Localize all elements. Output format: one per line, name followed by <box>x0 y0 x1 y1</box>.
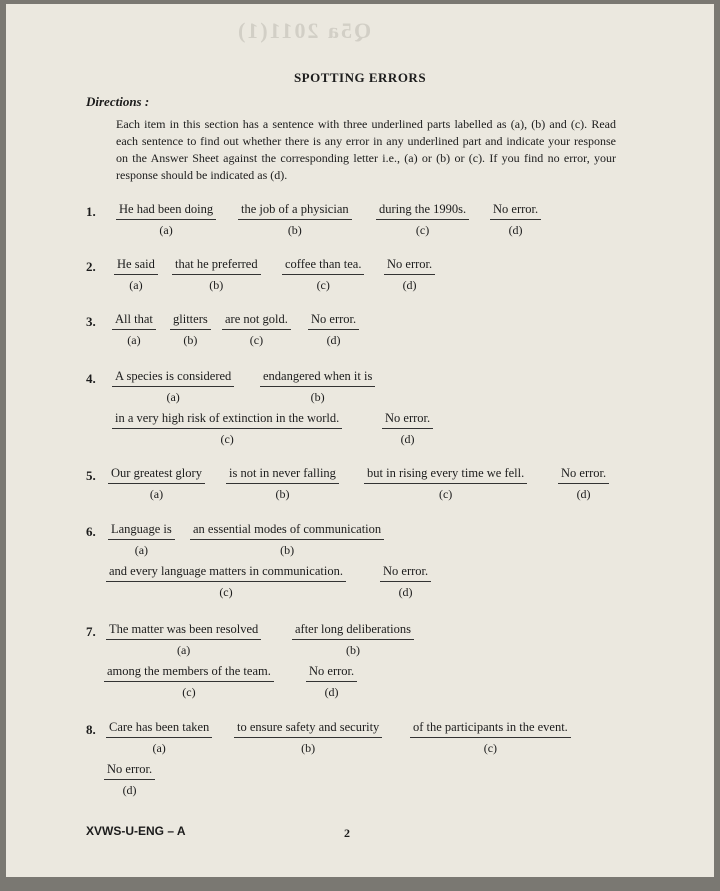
underlined-part <box>238 202 352 237</box>
underlined-part <box>104 762 155 797</box>
part-text: after long deliberations <box>292 622 414 640</box>
part-text: among the members of the team. <box>104 664 274 682</box>
question-item <box>86 312 686 354</box>
question-line <box>86 312 686 354</box>
underlined-part <box>376 202 469 237</box>
underlined-part <box>112 312 156 347</box>
part-text: All that <box>112 312 156 330</box>
part-text: The matter was been resolved <box>106 622 261 640</box>
underlined-part <box>114 257 158 292</box>
part-label: (c) <box>249 333 264 347</box>
underlined-part <box>106 564 346 599</box>
part-text: an essential modes of communication <box>190 522 384 540</box>
part-label: (d) <box>324 685 339 699</box>
part-label: (c) <box>438 487 453 501</box>
part-label: (b) <box>209 278 224 292</box>
part-label: (c) <box>316 278 330 292</box>
directions-label: Directions : <box>86 94 150 109</box>
part-text: is not in never falling <box>226 466 339 484</box>
question-line <box>86 257 686 299</box>
question-number: 1. <box>86 204 96 219</box>
underlined-part <box>234 720 382 755</box>
part-label: (a) <box>152 741 166 755</box>
part-label: (b) <box>287 223 302 237</box>
underlined-part <box>106 622 261 657</box>
underlined-part <box>292 622 414 657</box>
part-label: (b) <box>301 741 316 755</box>
question-line <box>86 664 686 706</box>
underlined-part <box>260 369 375 404</box>
question-line <box>86 369 686 411</box>
part-text: coffee than tea. <box>282 257 364 275</box>
underlined-part <box>106 720 212 755</box>
part-text: and every language matters in communication. <box>106 564 346 582</box>
part-label: (b) <box>345 643 360 657</box>
part-text: Language is <box>108 522 175 540</box>
underlined-part <box>308 312 359 347</box>
part-text: but in rising every time we fell. <box>364 466 527 484</box>
underlined-part <box>384 257 435 292</box>
question-number: 5. <box>86 468 96 483</box>
question-line <box>86 720 686 762</box>
bleed-through-text: Q5a 2011(1) <box>236 18 372 43</box>
part-text: endangered when it is <box>260 369 375 387</box>
page-number: 2 <box>344 826 350 840</box>
question-line <box>86 411 686 453</box>
underlined-part <box>190 522 384 557</box>
question-number: 8. <box>86 722 96 737</box>
part-text: He had been doing <box>116 202 216 220</box>
part-label: (c) <box>220 432 234 446</box>
part-label: (a) <box>149 487 164 501</box>
underlined-part <box>382 411 433 446</box>
underlined-part <box>282 257 364 292</box>
part-label: (c) <box>219 585 233 599</box>
part-text: No error. <box>380 564 431 582</box>
part-label: (d) <box>122 783 137 797</box>
question-item <box>86 720 686 804</box>
part-text: No error. <box>104 762 155 780</box>
part-label: (d) <box>402 278 417 292</box>
part-text: No error. <box>308 312 359 330</box>
part-label: (a) <box>127 333 141 347</box>
part-text: No error. <box>558 466 609 484</box>
question-item <box>86 257 686 299</box>
underlined-part <box>380 564 431 599</box>
part-label: (b) <box>280 543 295 557</box>
underlined-part <box>116 202 216 237</box>
part-text: No error. <box>306 664 357 682</box>
part-text: in a very high risk of extinction in the world. <box>112 411 342 429</box>
part-label: (c) <box>182 685 196 699</box>
section-title: SPOTTING ERRORS <box>293 70 427 85</box>
underlined-part <box>112 411 342 446</box>
part-text: Care has been taken <box>106 720 212 738</box>
exam-page <box>6 4 714 877</box>
part-text: No error. <box>490 202 541 220</box>
part-text: are not gold. <box>222 312 291 330</box>
underlined-part <box>108 522 175 557</box>
underlined-part <box>364 466 527 501</box>
question-line <box>86 762 686 804</box>
underlined-part <box>108 466 205 501</box>
underlined-part <box>172 257 261 292</box>
underlined-part <box>410 720 571 755</box>
question-item <box>86 622 686 706</box>
part-text: of the participants in the event. <box>410 720 571 738</box>
question-line <box>86 466 686 508</box>
question-number: 6. <box>86 524 96 539</box>
question-number: 7. <box>86 624 96 639</box>
question-item <box>86 522 686 606</box>
underlined-part <box>112 369 234 404</box>
underlined-part <box>558 466 609 501</box>
part-label: (a) <box>129 278 143 292</box>
part-label: (d) <box>326 333 341 347</box>
part-label: (b) <box>275 487 290 501</box>
paper-code: XVWS-U-ENG – A <box>86 824 186 838</box>
part-text: No error. <box>384 257 435 275</box>
part-label: (c) <box>483 741 498 755</box>
part-label: (c) <box>415 223 430 237</box>
underlined-part <box>170 312 211 347</box>
part-label: (d) <box>400 432 415 446</box>
question-number: 3. <box>86 314 96 329</box>
part-text: to ensure safety and security <box>234 720 382 738</box>
question-item <box>86 202 686 244</box>
question-line <box>86 564 686 606</box>
part-text: No error. <box>382 411 433 429</box>
part-text: glitters <box>170 312 211 330</box>
part-label: (a) <box>159 223 173 237</box>
part-text: He said <box>114 257 158 275</box>
part-text: the job of a physician <box>238 202 352 220</box>
part-text: Our greatest glory <box>108 466 205 484</box>
part-label: (d) <box>398 585 413 599</box>
underlined-part <box>226 466 339 501</box>
question-line <box>86 202 686 244</box>
question-number: 4. <box>86 371 96 386</box>
part-text: that he preferred <box>172 257 261 275</box>
question-number: 2. <box>86 259 96 274</box>
part-label: (a) <box>176 643 191 657</box>
part-label: (d) <box>576 487 591 501</box>
underlined-part <box>222 312 291 347</box>
question-line <box>86 622 686 664</box>
underlined-part <box>306 664 357 699</box>
question-item <box>86 466 686 508</box>
part-label: (a) <box>166 390 180 404</box>
part-label: (b) <box>310 390 325 404</box>
question-item <box>86 369 686 453</box>
part-label: (d) <box>508 223 523 237</box>
question-line <box>86 522 686 564</box>
part-text: during the 1990s. <box>376 202 469 220</box>
part-label: (b) <box>183 333 198 347</box>
underlined-part <box>104 664 274 699</box>
part-text: A species is considered <box>112 369 234 387</box>
directions-text: Each item in this section has a sentence with three underlined parts labelled as (a), (b) and (c). Read each sentence to find out whether there is any error in any underlined part and indicate your response on the Answer Sheet against the corresponding letter i.e., (a) or (b) or (c). If you find no error, your response should be indicated as (d). <box>116 117 616 182</box>
part-label: (a) <box>134 543 149 557</box>
underlined-part <box>490 202 541 237</box>
